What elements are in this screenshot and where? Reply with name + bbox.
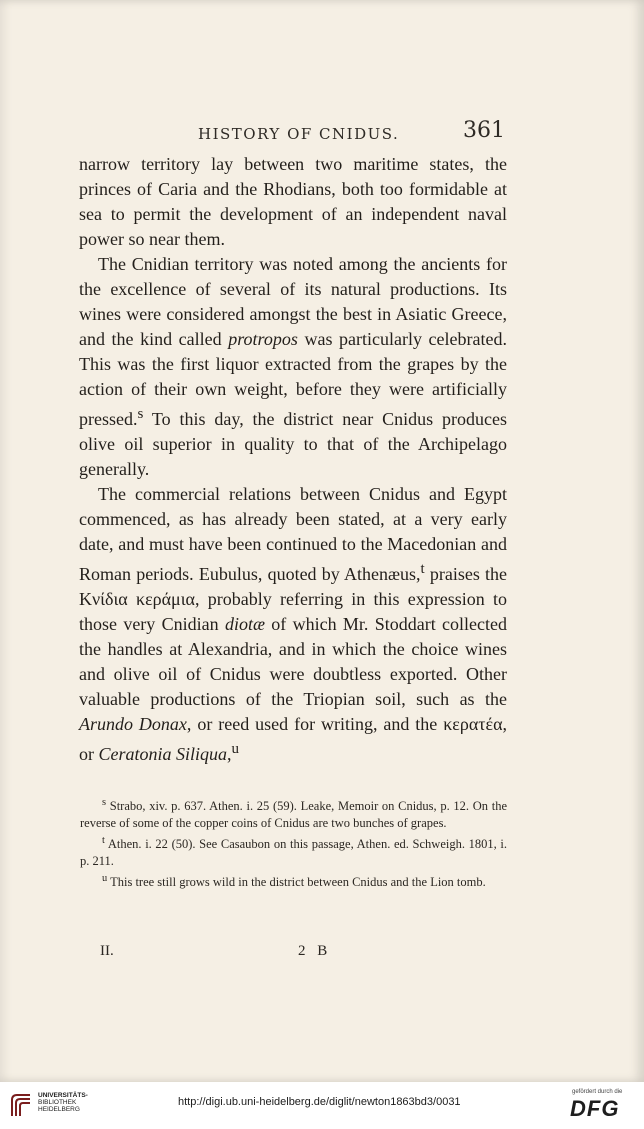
library-logo-icon [8,1092,34,1120]
paragraph-2: The Cnidian territory was noted among the ancients for the excellence of several of its natural productions. Its wines were considered amongst the best in Asiatic Greece, and the kind called protropos was particularly celebrated. This was the first liquor extracted from the grapes by the action of their own weight, before they were artificially pressed.$^s$ To this day, the district near Cnidus produces olive oil superior in quality to that of the Archipelago generally. [79,254,507,479]
body-text [79,152,507,767]
page-number: 361 [463,118,505,143]
greek-word: κερατέα [443,714,503,734]
footnote-s: $^s$ Strabo, xiv. p. 637. Athen. i. 25 (59). Leake, Memoir on Cnidus, p. 12. On the reverse of some of the copper coins of Cnidus are two bunches of grapes. [80,797,507,831]
source-url-link[interactable]: http://digi.ub.uni-heidelberg.de/diglit/newton1863bd3/0031 [178,1096,461,1108]
paragraph-1: narrow territory lay between two maritime states, the princes of Caria and the Rhodians, both too formidable at sea to permit the development of an independent naval power so near them. [79,154,507,249]
footnotes [80,794,507,891]
footnote-ref-s[interactable]: s [137,406,144,422]
running-title: HISTORY OF CNIDUS. [198,125,400,143]
funder-note: gefördert durch die [572,1089,623,1095]
greek-phrase: Κνίδια κεράμια [79,589,195,609]
signature-mark: 2 B [298,943,332,959]
footnote-t: $^t$ Athen. i. 22 (50). See Casaubon on this passage, Athen. ed. Schweigh. 1801, i. p. 211. [80,835,507,869]
footnote-ref-u[interactable]: u [231,741,240,757]
footnote-u: $^u$ This tree still grows wild in the district between Cnidus and the Lion tomb. [102,873,486,890]
dfg-logo: DFG [570,1096,620,1121]
term-protropos: protropos [228,329,298,349]
paragraph-3: The commercial relations between Cnidus and Egypt commenced, as has already been stated, at a very early date, and must have been continued to the Macedonian and Roman periods. Eubulus, quoted by Athenæus,$^t$ praises the Κνίδια κεράμια, probably referring in this expression to those very Cnidian diotæ of which Mr. Stoddart collected the handles at Alexandria, and in which the choice wines and olive oil of Cnidus were doubtless exported. Other valuable productions of the Triopian soil, such as the Arundo Donax, or reed used for writing, and the κερατέα, or Ceratonia Siliqua,$^u$ [79,484,508,764]
term-arundo-donax: Arundo Donax [79,714,187,734]
term-ceratonia-siliqua: Ceratonia Siliqua [98,744,228,764]
term-diotae: diotæ [224,614,265,634]
volume-number: II. [100,943,114,959]
signature-line [100,943,360,965]
library-name: UNIVERSITÄTS- BIBLIOTHEK HEIDELBERG [38,1092,88,1113]
footer-bar [0,1082,644,1129]
footnote-ref-t[interactable]: t [420,561,425,577]
page-header [80,118,505,150]
